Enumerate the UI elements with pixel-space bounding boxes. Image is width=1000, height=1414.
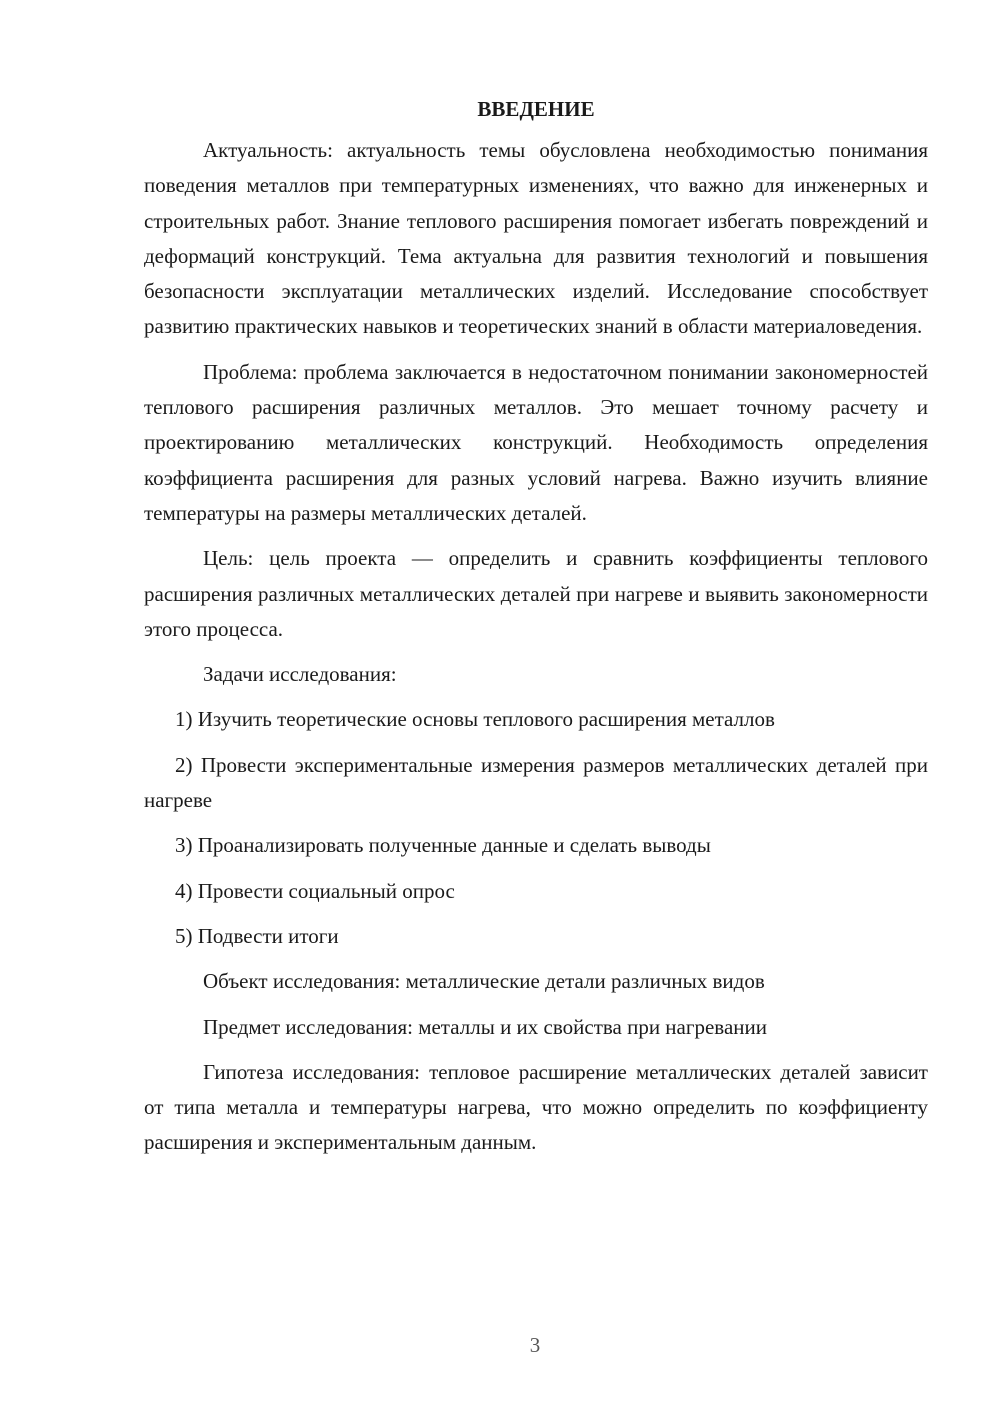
task-item-2: 2) Провести экспериментальные измерения размеров металлических деталей при нагреве [144, 752, 928, 813]
relevance-paragraph: Актуальность: актуальность темы обусловлена необходимостью понимания поведения металлов при температурных изменениях, что важно для инженерных и строительных работ. Знание теплового расширения помогает избегать повреждений и деформаций конструкций. Тема актуальна для развития технологий и повышения безопасности эксплуатации металлических изделий. Исследование способствует развитию практических навыков и теоретических знаний в области материаловедения. [144, 138, 928, 339]
task-item-4: 4) Провести социальный опрос [175, 878, 455, 903]
object-paragraph: Объект исследования: металлические детали различных видов [203, 969, 765, 994]
hypothesis-paragraph: Гипотеза исследования: тепловое расширение металлических деталей зависит от типа металла и температуры нагрева, что можно определить по коэффициенту расширения и экспериментальным данным. [144, 1059, 928, 1155]
page-number: 3 [529, 1333, 541, 1357]
page-title: ВВЕДЕНИЕ [477, 97, 595, 121]
document-page [144, 92, 928, 1171]
problem-paragraph: Проблема: проблема заключается в недостаточном понимании закономерностей теплового расширения различных металлов. Это мешает точному расчету и проектированию металлических конструкций. Необходимость определения коэффициента расширения для разных условий нагрева. Важно изучить влияние температуры на размеры металлических деталей. [144, 359, 928, 525]
task-item-1: 1) Изучить теоретические основы теплового расширения металлов [175, 707, 775, 732]
task-item-5: 5) Подвести итоги [175, 923, 339, 948]
tasks-heading: Задачи исследования: [203, 662, 397, 687]
goal-paragraph: Цель: цель проекта — определить и сравнить коэффициенты теплового расширения различных металлических деталей при нагреве и выявить закономерности этого процесса. [144, 546, 928, 641]
task-item-3: 3) Проанализировать полученные данные и сделать выводы [175, 833, 711, 858]
subject-paragraph: Предмет исследования: металлы и их свойства при нагревании [203, 1014, 767, 1039]
